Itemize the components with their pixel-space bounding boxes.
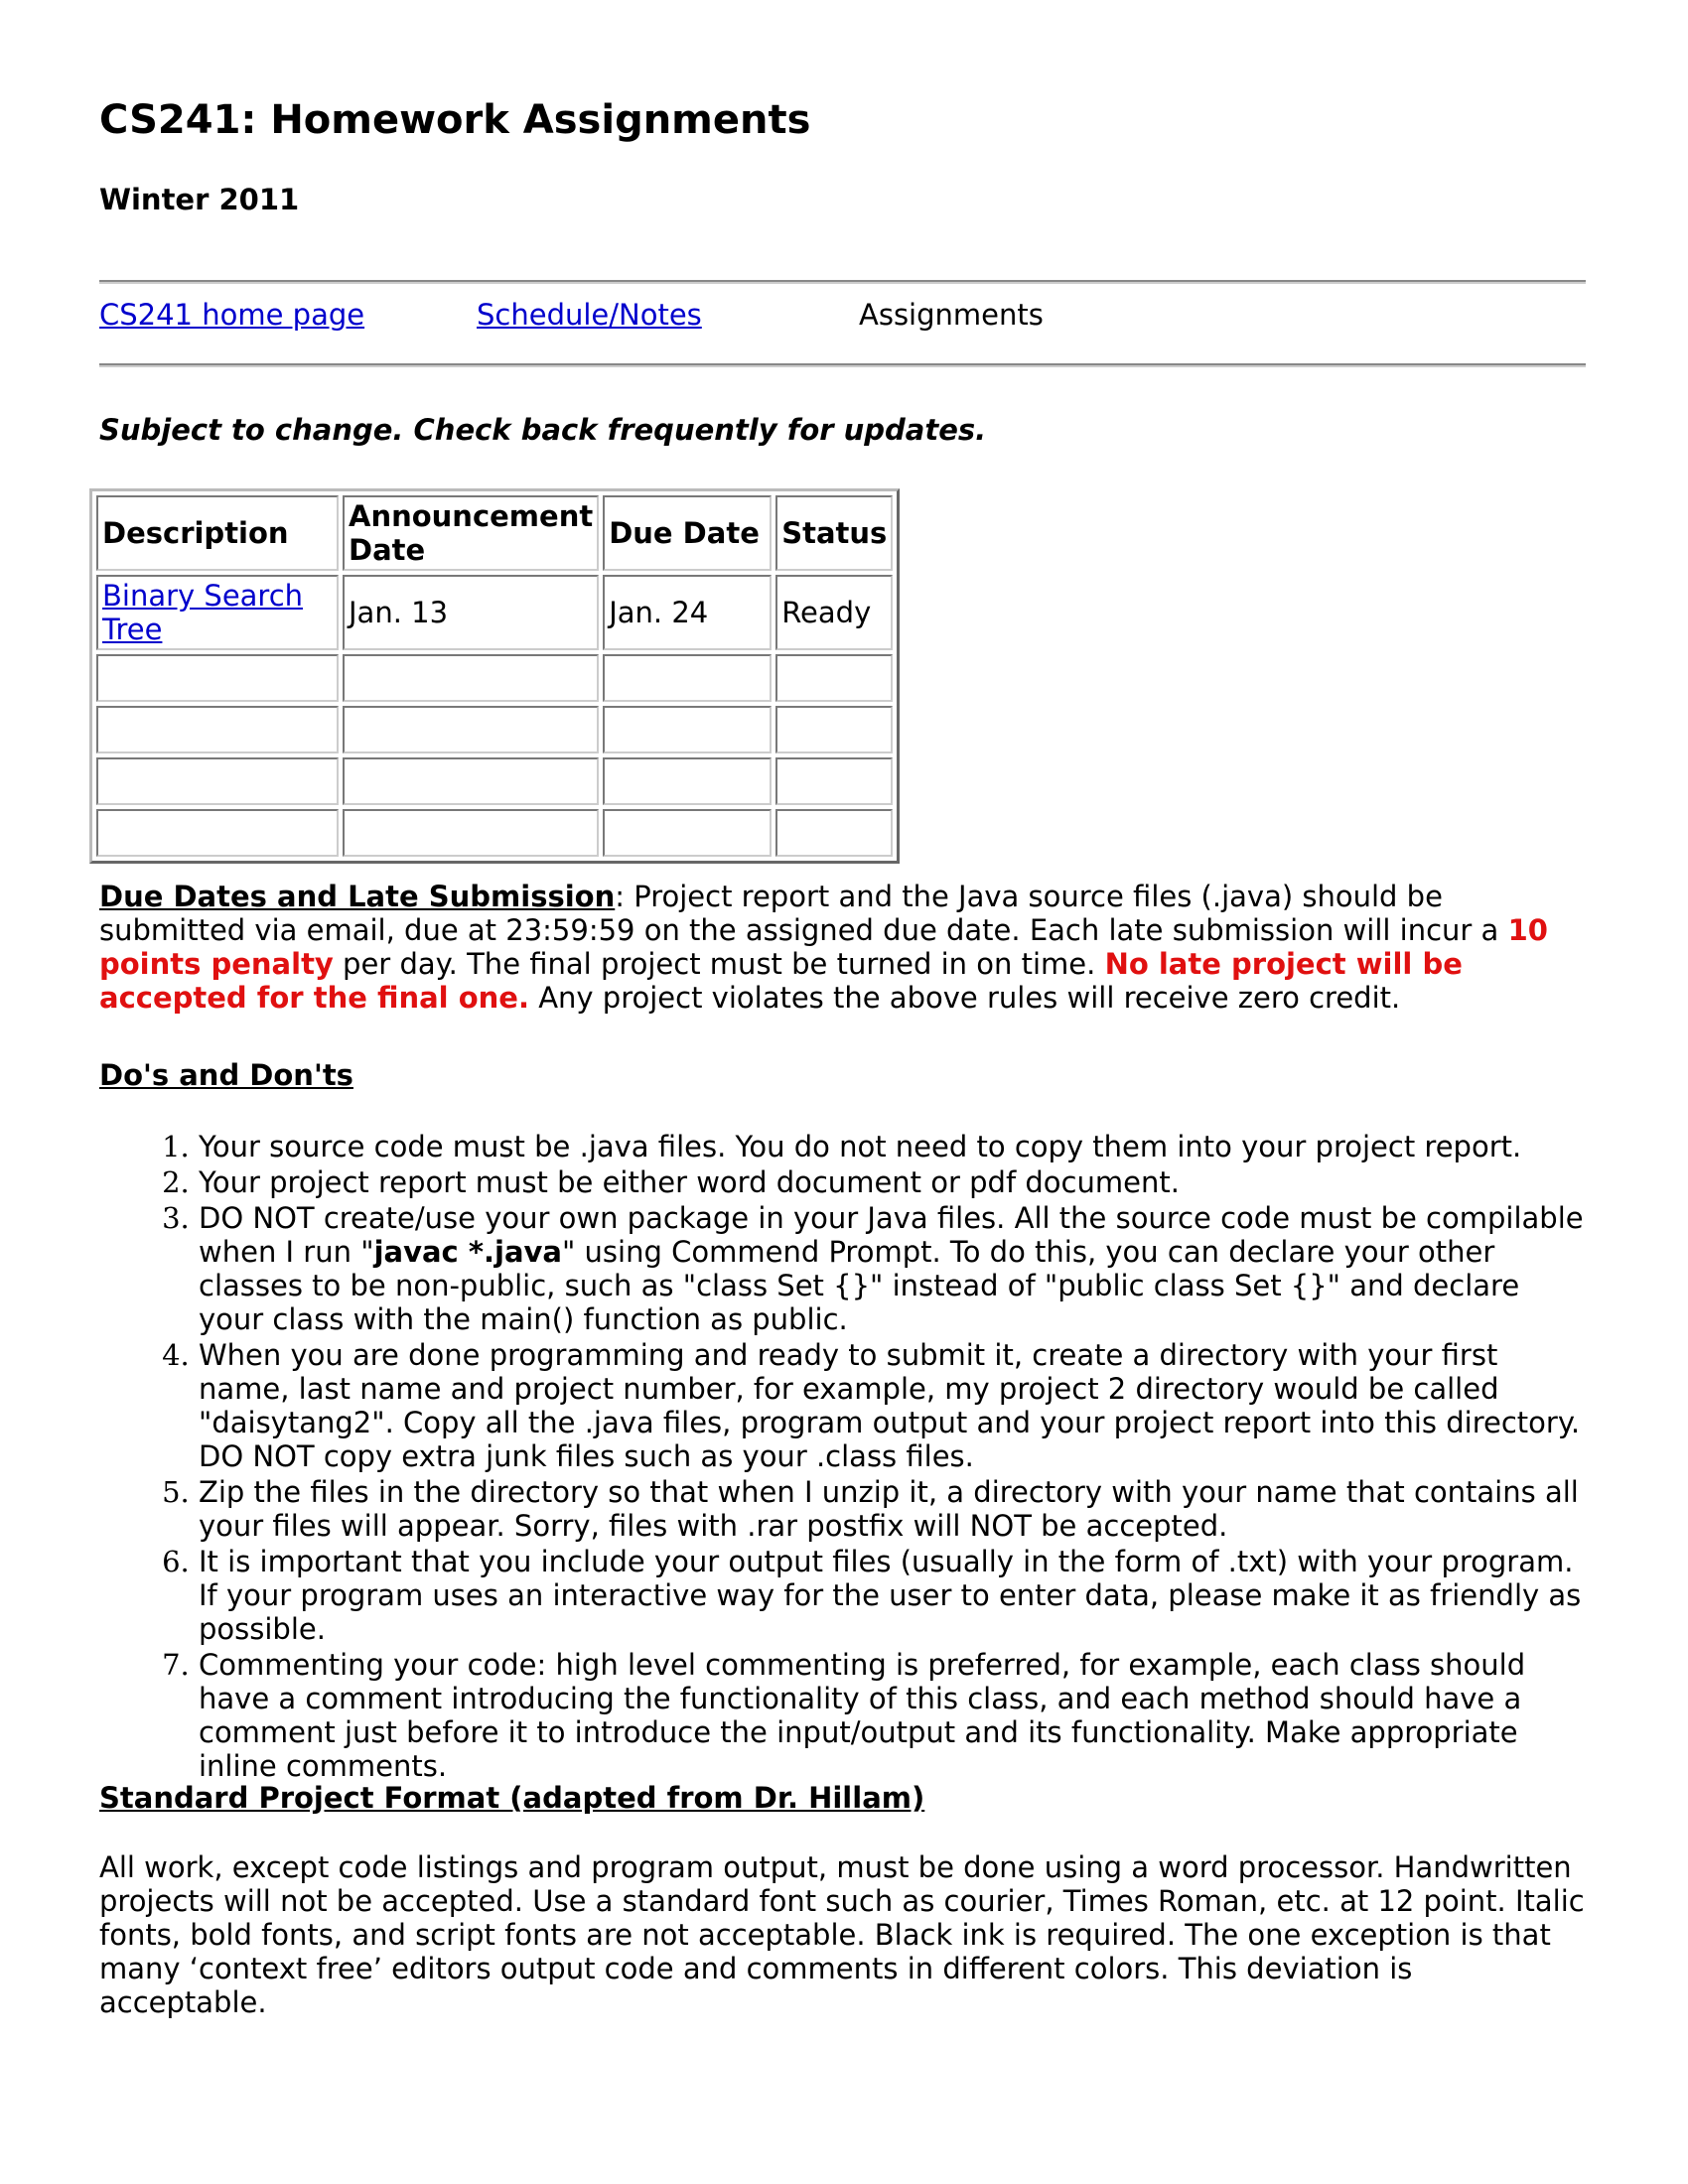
item3-text-b: " using Commend Prompt. To do this, you can declare your other classes to be non-public, such as "class Set {}" instead of "public class Set {}" and declare your class with the main() function as public. <box>199 1235 1520 1336</box>
late-text-3: Any project violates the above rules will receive zero credit. <box>528 981 1401 1015</box>
late-submission-paragraph <box>99 880 1589 1015</box>
page-title: CS241: Homework Assignments <box>99 97 811 143</box>
cell-description <box>96 575 339 650</box>
assignments-table <box>89 488 900 864</box>
header-announcement-date: Announcement Date <box>343 495 599 571</box>
list-item <box>199 1201 1589 1336</box>
table-row <box>96 575 893 650</box>
header-status: Status <box>775 495 893 571</box>
cell-announced: Jan. 13 <box>343 575 599 650</box>
assignment-link[interactable]: Binary Search Tree <box>102 579 304 646</box>
project-format-paragraph: All work, except code listings and program output, must be done using a word processor. Handwritten projects will not be accepted. Use a standard font such as courier, Times Roman, etc. at 12 point. Italic fonts, bold fonts, and script fonts are not acceptable. Black ink is required. The one exception is that many ‘context free’ editors output code and comments in different colors. This deviation is acceptable. <box>99 1850 1585 2019</box>
nav-schedule-link[interactable]: Schedule/Notes <box>477 298 702 332</box>
bottom-divider <box>99 363 1586 367</box>
update-notice: Subject to change. Check back frequently for updates. <box>99 413 987 447</box>
empty-row <box>96 809 893 857</box>
item3-text-a: DO NOT create/use your own package in your Java files. All the source code must be compilable when I run " <box>199 1201 1584 1269</box>
list-item: 1. Your source code must be .java files. You do not need to copy them into your project report. <box>199 1130 1589 1163</box>
top-divider <box>99 280 1586 284</box>
nav-bar <box>99 298 1589 338</box>
late-submission-heading: Due Dates and Late Submission <box>99 880 616 913</box>
header-description: Description <box>96 495 339 571</box>
list-item: 7. Commenting your code: high level commenting is preferred, for example, each class should have a comment introducing the functionality of this class, and each method should have a comment just before it to introduce the input/output and its functionality. Make appropriate inline comments. <box>199 1648 1589 1783</box>
header-due-date: Due Date <box>603 495 772 571</box>
late-text-2: per day. The final project must be turned in on time. <box>333 947 1105 981</box>
dos-donts-heading: Do's and Don'ts <box>99 1058 353 1092</box>
penalty-text: 10 points penalty <box>99 913 1548 981</box>
list-item: 4. When you are done programming and ready to submit it, create a directory with your first name, last name and project number, for example, my project 2 directory would be called "daisytang2". Copy all the .java files, program output and your project report into this directory. DO NOT copy extra junk files such as your .class files. <box>199 1338 1589 1473</box>
project-format-heading: Standard Project Format (adapted from Dr. Hillam) <box>99 1781 925 1815</box>
list-item: 5. Zip the files in the directory so that when I unzip it, a directory with your name that contains all your files will appear. Sorry, files with .rar postfix will NOT be accepted. <box>199 1475 1589 1543</box>
empty-row <box>96 654 893 702</box>
cell-status: Ready <box>775 575 893 650</box>
semester-label: Winter 2011 <box>99 183 300 216</box>
empty-row <box>96 757 893 805</box>
late-text-1: : Project report and the Java source files (.java) should be submitted via email, due at 23:59:59 on the assigned due date. Each late submission will incur a <box>99 880 1508 947</box>
dos-donts-list <box>99 1130 1589 1785</box>
cell-due: Jan. 24 <box>603 575 772 650</box>
nav-current-page: Assignments <box>859 298 1044 332</box>
table-header-row <box>96 495 893 571</box>
empty-row <box>96 706 893 753</box>
list-item: 2. Your project report must be either word document or pdf document. <box>199 1165 1589 1199</box>
final-warning-text: No late project will be accepted for the final one. <box>99 947 1463 1015</box>
list-item: 6. It is important that you include your output files (usually in the form of .txt) with your program. If your program uses an interactive way for the user to enter data, please make it as friendly as possible. <box>199 1545 1589 1646</box>
javac-command: javac *.java <box>373 1235 562 1269</box>
nav-home-link[interactable]: CS241 home page <box>99 298 365 332</box>
